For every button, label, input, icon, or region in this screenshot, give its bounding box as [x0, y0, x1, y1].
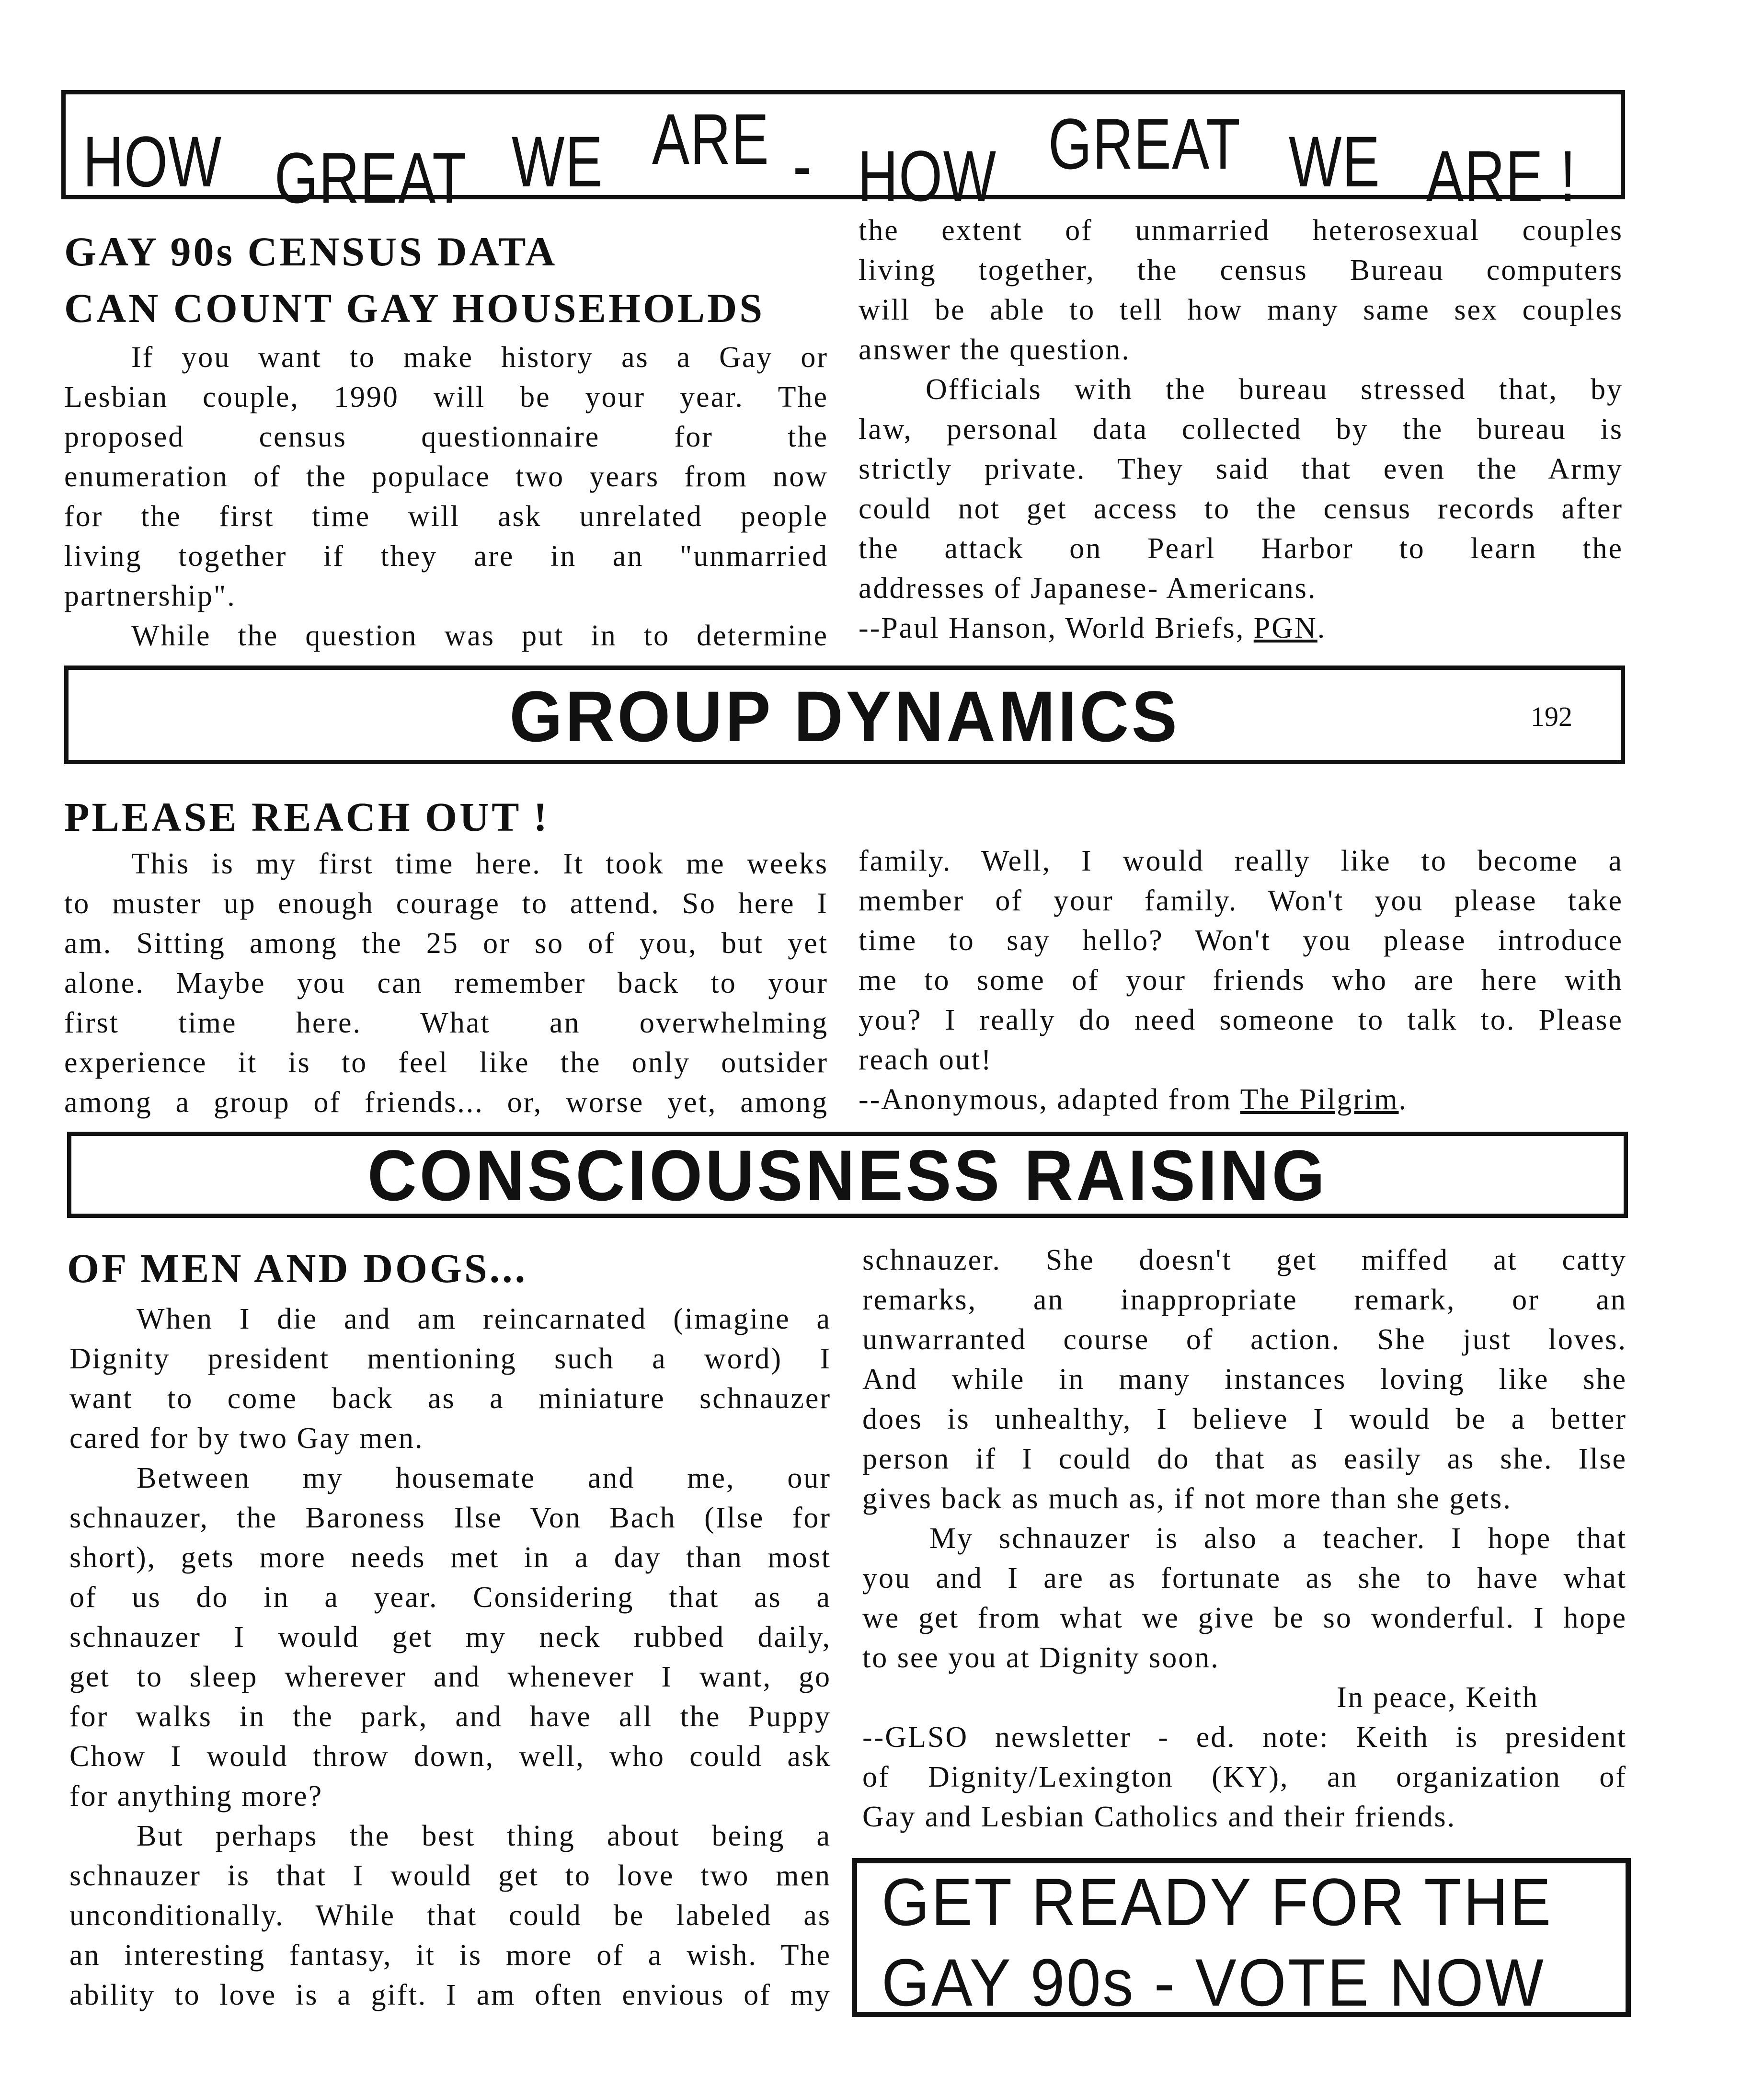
- credit-line: [859, 1080, 1623, 1120]
- banner-word: WE: [1289, 121, 1381, 202]
- text-line: for the first time will ask unrelated people: [64, 500, 828, 533]
- vote-now-line: GAY 90s - VOTE NOW: [882, 1945, 1546, 2020]
- text-line: remarks, an inappropriate remark, or an: [862, 1284, 1627, 1316]
- text-line: an interesting fantasy, it is more of a wish. The: [69, 1939, 831, 1972]
- text-line: answer the question.: [859, 333, 1131, 366]
- credit-punct: .: [1317, 612, 1327, 644]
- text-line: could not get access to the census records after: [859, 493, 1623, 525]
- banner-word: WE: [512, 121, 604, 202]
- text-line: for walks in the park, and have all the Puppy: [69, 1700, 831, 1733]
- article-column-left: [64, 844, 828, 1123]
- text-line: we get from what we give be so wonderful. I hope: [862, 1602, 1627, 1634]
- text-line: proposed census questionnaire for the: [64, 421, 828, 453]
- text-line: --GLSO newsletter - ed. note: Keith is president: [862, 1721, 1627, 1754]
- text-line: experience it is to feel like the only outsider: [64, 1046, 828, 1079]
- text-line: unwarranted course of action. She just loves.: [862, 1323, 1627, 1356]
- article-title: PLEASE REACH OUT !: [64, 794, 550, 840]
- text-line: living together, the census Bureau computers: [859, 254, 1623, 287]
- article-title: CAN COUNT GAY HOUSEHOLDS: [64, 285, 765, 331]
- banner-word: HOW: [83, 121, 222, 202]
- text-line: partnership".: [64, 580, 236, 612]
- page-number: 192: [1531, 701, 1572, 732]
- text-line: member of your family. Won't you please take: [859, 884, 1623, 917]
- text-line: alone. Maybe you can remember back to your: [64, 967, 828, 999]
- credit-text: --Anonymous, adapted from: [859, 1083, 1240, 1116]
- article-title: GAY 90s CENSUS DATA: [64, 229, 558, 275]
- text-line: ability to love is a gift. I am often envious of my: [69, 1979, 831, 2011]
- text-line: schnauzer I would get my neck rubbed daily,: [69, 1621, 831, 1653]
- banner-word: GREAT: [1048, 103, 1241, 184]
- text-line: Lesbian couple, 1990 will be your year. The: [64, 381, 828, 413]
- text-line: family. Well, I would really like to become a: [859, 845, 1623, 877]
- text-line: Officials with the bureau stressed that, by: [926, 373, 1623, 406]
- text-line: enumeration of the populace two years from now: [64, 460, 828, 493]
- text-line: person if I could do that as easily as she. Ilse: [862, 1443, 1627, 1475]
- text-line: of Dignity/Lexington (KY), an organization of: [862, 1761, 1627, 1793]
- text-line: time to say hello? Won't you please introduce: [859, 924, 1623, 957]
- credit-line: [859, 608, 1623, 648]
- section-header-title: GROUP DYNAMICS: [509, 676, 1180, 757]
- credit-punct: .: [1398, 1083, 1408, 1116]
- text-line: strictly private. They said that even the Army: [859, 453, 1623, 485]
- vote-now-line: GET READY FOR THE: [882, 1864, 1553, 1939]
- banner-word: ARE: [652, 99, 770, 179]
- text-line: you? I really do need someone to talk to. Please: [859, 1004, 1623, 1036]
- text-line: Gay and Lesbian Catholics and their friends.: [862, 1801, 1456, 1833]
- credit-text: --Paul Hanson, World Briefs,: [859, 612, 1254, 644]
- text-line: My schnauzer is also a teacher. I hope that: [929, 1522, 1627, 1555]
- credit-source: The Pilgrim: [1240, 1083, 1399, 1116]
- text-line: want to come back as a miniature schnauzer: [69, 1382, 831, 1415]
- text-line: Between my housemate and me, our: [137, 1462, 831, 1494]
- text-line: get to sleep wherever and whenever I want, go: [69, 1661, 831, 1693]
- text-line: for anything more?: [69, 1780, 323, 1813]
- text-line: schnauzer is that I would get to love two men: [69, 1859, 831, 1892]
- text-line: of us do in a year. Considering that as a: [69, 1581, 831, 1614]
- text-line: Chow I would throw down, well, who could ask: [69, 1740, 831, 1773]
- text-line: first time here. What an overwhelming: [64, 1007, 828, 1039]
- text-line: addresses of Japanese- Americans.: [859, 572, 1317, 605]
- article-column-right: [862, 1240, 1627, 1837]
- text-line: gives back as much as, if not more than she gets.: [862, 1482, 1512, 1515]
- text-line: When I die and am reincarnated (imagine a: [137, 1303, 831, 1335]
- text-line: While the question was put in to determine: [131, 620, 828, 652]
- text-line: But perhaps the best thing about being a: [137, 1820, 831, 1852]
- article-title: OF MEN AND DOGS...: [67, 1245, 528, 1291]
- text-line: unconditionally. While that could be labeled as: [69, 1899, 831, 1932]
- article-column-right: [859, 211, 1623, 648]
- article-column-left: [64, 338, 828, 656]
- text-line: If you want to make history as a Gay or: [131, 341, 828, 374]
- text-line: you and I are as fortunate as she to have what: [862, 1562, 1627, 1595]
- text-line: among a group of friends... or, worse yet, among: [64, 1086, 828, 1119]
- text-line: law, personal data collected by the bureau is: [859, 413, 1623, 446]
- text-line: short), gets more needs met in a day than most: [69, 1541, 831, 1574]
- section-header-title: CONSCIOUSNESS RAISING: [367, 1135, 1328, 1216]
- banner-word: ARE !: [1426, 136, 1577, 216]
- text-line: am. Sitting among the 25 or so of you, but yet: [64, 927, 828, 960]
- text-line: Dignity president mentioning such a word) I: [69, 1343, 831, 1375]
- banner-word: -: [793, 125, 813, 206]
- text-line: to see you at Dignity soon.: [862, 1641, 1220, 1674]
- banner-word: GREAT: [275, 138, 468, 218]
- text-line: living together if they are in an "unmarried: [64, 540, 828, 573]
- text-line: to muster up enough courage to attend. So here I: [64, 887, 828, 920]
- text-line: reach out!: [859, 1044, 993, 1076]
- text-line: the extent of unmarried heterosexual couples: [859, 214, 1623, 247]
- text-line: schnauzer, the Baroness Ilse Von Bach (Ilse for: [69, 1502, 831, 1534]
- credit-source: PGN: [1253, 612, 1317, 644]
- article-column-right: [859, 841, 1623, 1120]
- text-line: cared for by two Gay men.: [69, 1422, 424, 1455]
- text-line: me to some of your friends who are here with: [859, 964, 1623, 997]
- text-line: does is unhealthy, I believe I would be a better: [862, 1403, 1627, 1435]
- banner-word: HOW: [858, 136, 997, 216]
- text-line: This is my first time here. It took me weeks: [131, 848, 828, 880]
- text-line: will be able to tell how many same sex couples: [859, 294, 1623, 326]
- article-column-left: [69, 1299, 831, 2015]
- text-line: the attack on Pearl Harbor to learn the: [859, 532, 1623, 565]
- signature-line: In peace, Keith: [1337, 1681, 1539, 1714]
- text-line: And while in many instances loving like she: [862, 1363, 1627, 1396]
- text-line: schnauzer. She doesn't get miffed at catty: [862, 1244, 1627, 1276]
